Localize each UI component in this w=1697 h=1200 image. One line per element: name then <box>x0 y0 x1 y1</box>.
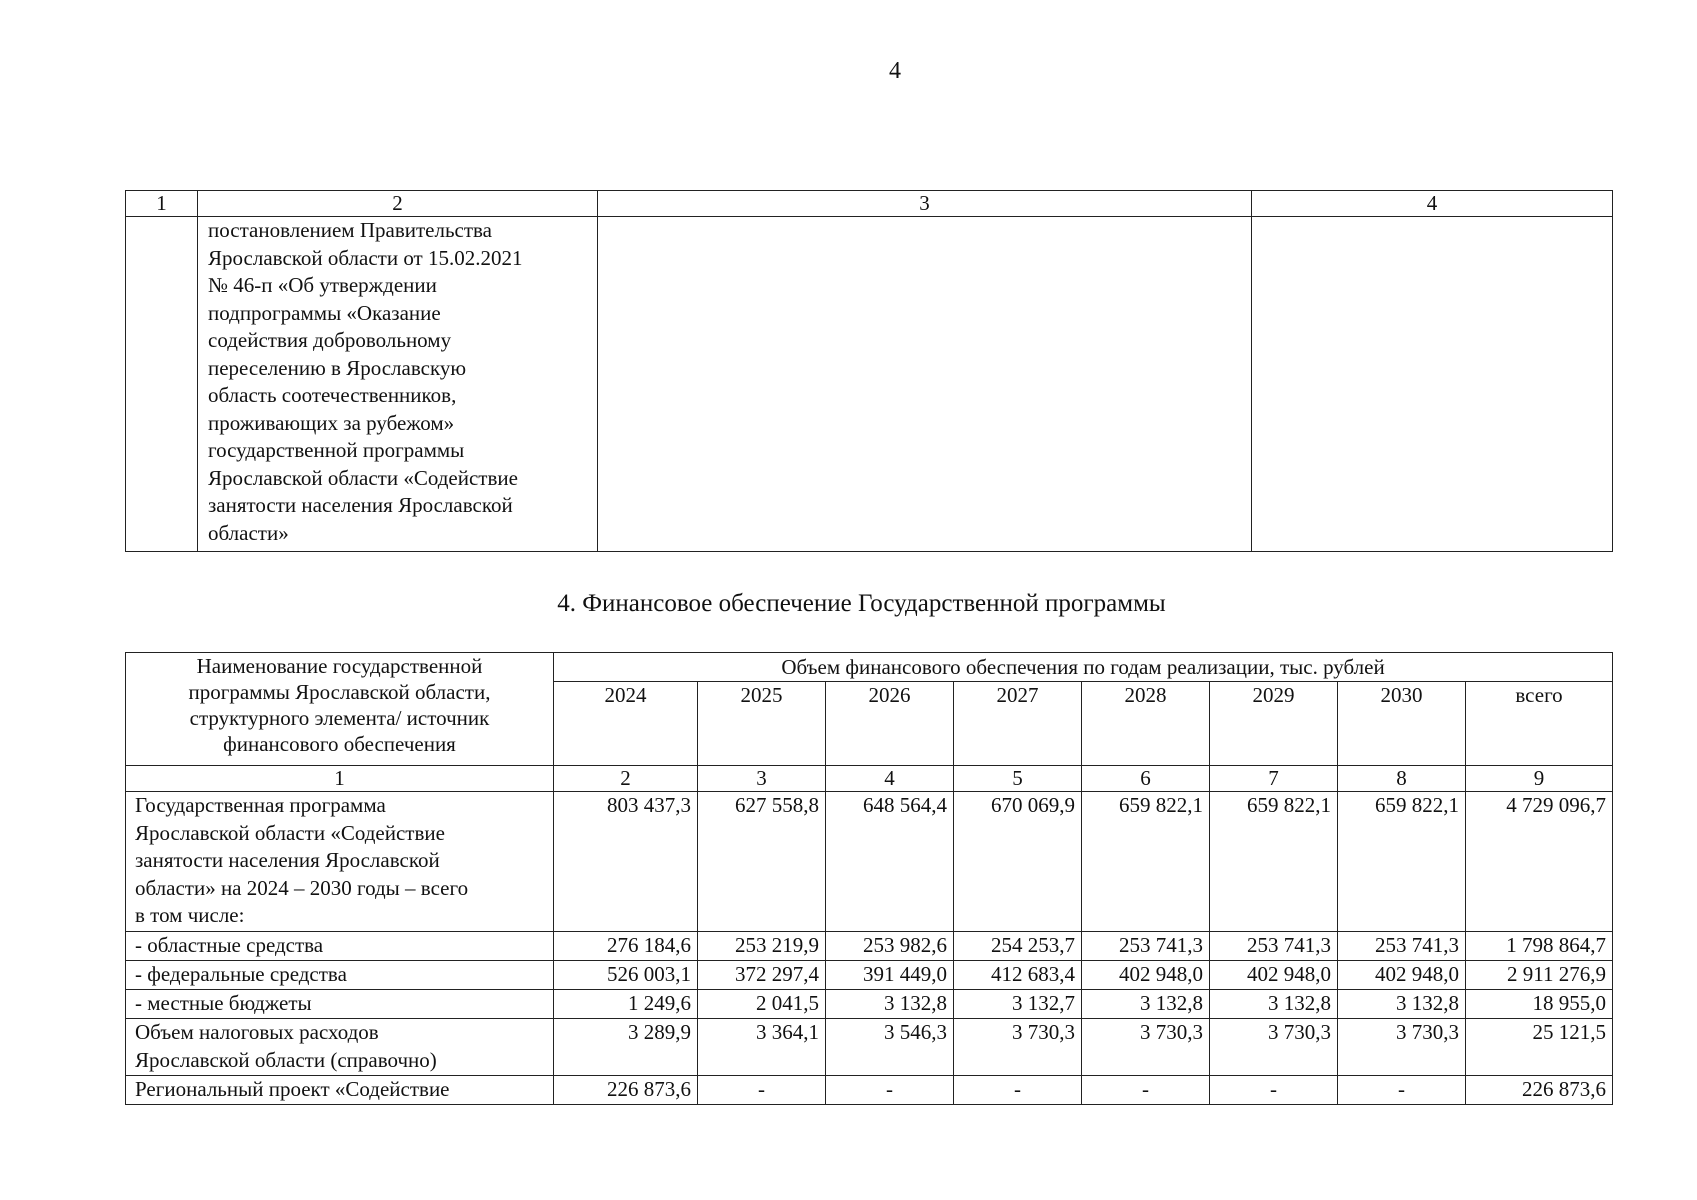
column-number-row <box>126 766 1613 792</box>
row-name: - федеральные средства <box>126 961 554 990</box>
column-number: 5 <box>954 766 1082 792</box>
value-total: 25 121,5 <box>1466 1019 1613 1076</box>
finance-header-row-1 <box>126 653 1613 682</box>
value-2025: 372 297,4 <box>698 961 826 990</box>
value-2025: - <box>698 1076 826 1105</box>
value-2024: 1 249,6 <box>554 990 698 1019</box>
top-table-cell-3 <box>598 217 1252 552</box>
value-total: 2 911 276,9 <box>1466 961 1613 990</box>
value-2028: - <box>1082 1076 1210 1105</box>
year-header-2027: 2027 <box>954 682 1082 766</box>
value-2026: 3 132,8 <box>826 990 954 1019</box>
row-name: Объем налоговых расходов Ярославской области (справочно) <box>126 1019 554 1076</box>
year-header-2025: 2025 <box>698 682 826 766</box>
value-total: 4 729 096,7 <box>1466 792 1613 932</box>
value-2024: 276 184,6 <box>554 932 698 961</box>
value-2027: 3 132,7 <box>954 990 1082 1019</box>
value-2027: 670 069,9 <box>954 792 1082 932</box>
row-name: - областные средства <box>126 932 554 961</box>
top-table-cell-1 <box>126 217 198 552</box>
row-name: Государственная программа Ярославской области «Содействие занятости населения Ярославской области» на 2024 – 2030 годы – всего в том числе: <box>126 792 554 932</box>
value-2024: 803 437,3 <box>554 792 698 932</box>
section-title: 4. Финансовое обеспечение Государственной программы <box>557 590 1166 617</box>
value-2030: 3 132,8 <box>1338 990 1466 1019</box>
column-number: 7 <box>1210 766 1338 792</box>
column-number: 8 <box>1338 766 1466 792</box>
year-header-total: всего <box>1466 682 1613 766</box>
top-table-header-row <box>126 191 1613 217</box>
value-total: 226 873,6 <box>1466 1076 1613 1105</box>
value-2025: 253 219,9 <box>698 932 826 961</box>
value-2028: 3 730,3 <box>1082 1019 1210 1076</box>
value-2029: 659 822,1 <box>1210 792 1338 932</box>
value-2026: - <box>826 1076 954 1105</box>
column-number: 6 <box>1082 766 1210 792</box>
column-number: 3 <box>698 766 826 792</box>
year-header-2029: 2029 <box>1210 682 1338 766</box>
value-2028: 402 948,0 <box>1082 961 1210 990</box>
table-row <box>126 1076 1613 1105</box>
column-number: 9 <box>1466 766 1613 792</box>
value-2025: 3 364,1 <box>698 1019 826 1076</box>
value-2028: 659 822,1 <box>1082 792 1210 932</box>
top-table-cell-4 <box>1252 217 1613 552</box>
top-table-header-1: 1 <box>126 191 198 217</box>
value-2029: 3 132,8 <box>1210 990 1338 1019</box>
top-table <box>125 190 1613 552</box>
value-2030: 3 730,3 <box>1338 1019 1466 1076</box>
finance-group-header: Объем финансового обеспечения по годам реализации, тыс. рублей <box>554 653 1613 682</box>
value-2029: 253 741,3 <box>1210 932 1338 961</box>
value-2025: 627 558,8 <box>698 792 826 932</box>
row-name: - местные бюджеты <box>126 990 554 1019</box>
value-total: 18 955,0 <box>1466 990 1613 1019</box>
column-number: 4 <box>826 766 954 792</box>
value-2024: 526 003,1 <box>554 961 698 990</box>
value-2029: 402 948,0 <box>1210 961 1338 990</box>
table-row <box>126 961 1613 990</box>
value-2027: 412 683,4 <box>954 961 1082 990</box>
top-table-cell-2: постановлением Правительства Ярославской области от 15.02.2021 № 46-п «Об утверждении подпрограммы «Оказание содействия добровольному переселению в Ярославскую область соотечественников, проживающих за рубежом» государственной программы Ярославской области «Содействие занятости населения Ярославской области» <box>198 217 598 552</box>
page-number: 4 <box>889 58 901 84</box>
row-name: Региональный проект «Содействие <box>126 1076 554 1105</box>
year-header-2030: 2030 <box>1338 682 1466 766</box>
top-table-header-3: 3 <box>598 191 1252 217</box>
value-2027: - <box>954 1076 1082 1105</box>
finance-table <box>125 652 1613 1105</box>
column-number: 1 <box>126 766 554 792</box>
finance-name-header: Наименование государственной программы Ярославской области, структурного элемента/ источник финансового обеспечения <box>126 653 554 766</box>
value-2030: 402 948,0 <box>1338 961 1466 990</box>
value-2029: 3 730,3 <box>1210 1019 1338 1076</box>
table-row <box>126 990 1613 1019</box>
value-total: 1 798 864,7 <box>1466 932 1613 961</box>
year-header-2024: 2024 <box>554 682 698 766</box>
value-2025: 2 041,5 <box>698 990 826 1019</box>
value-2028: 3 132,8 <box>1082 990 1210 1019</box>
value-2024: 226 873,6 <box>554 1076 698 1105</box>
value-2030: 253 741,3 <box>1338 932 1466 961</box>
top-table-row <box>126 217 1613 552</box>
top-table-header-2: 2 <box>198 191 598 217</box>
value-2026: 3 546,3 <box>826 1019 954 1076</box>
table-row <box>126 792 1613 932</box>
value-2026: 391 449,0 <box>826 961 954 990</box>
value-2024: 3 289,9 <box>554 1019 698 1076</box>
value-2026: 648 564,4 <box>826 792 954 932</box>
value-2030: 659 822,1 <box>1338 792 1466 932</box>
year-header-2028: 2028 <box>1082 682 1210 766</box>
year-header-2026: 2026 <box>826 682 954 766</box>
table-row <box>126 932 1613 961</box>
value-2030: - <box>1338 1076 1466 1105</box>
column-number: 2 <box>554 766 698 792</box>
value-2027: 3 730,3 <box>954 1019 1082 1076</box>
table-row <box>126 1019 1613 1076</box>
value-2026: 253 982,6 <box>826 932 954 961</box>
value-2029: - <box>1210 1076 1338 1105</box>
value-2027: 254 253,7 <box>954 932 1082 961</box>
value-2028: 253 741,3 <box>1082 932 1210 961</box>
top-table-header-4: 4 <box>1252 191 1613 217</box>
